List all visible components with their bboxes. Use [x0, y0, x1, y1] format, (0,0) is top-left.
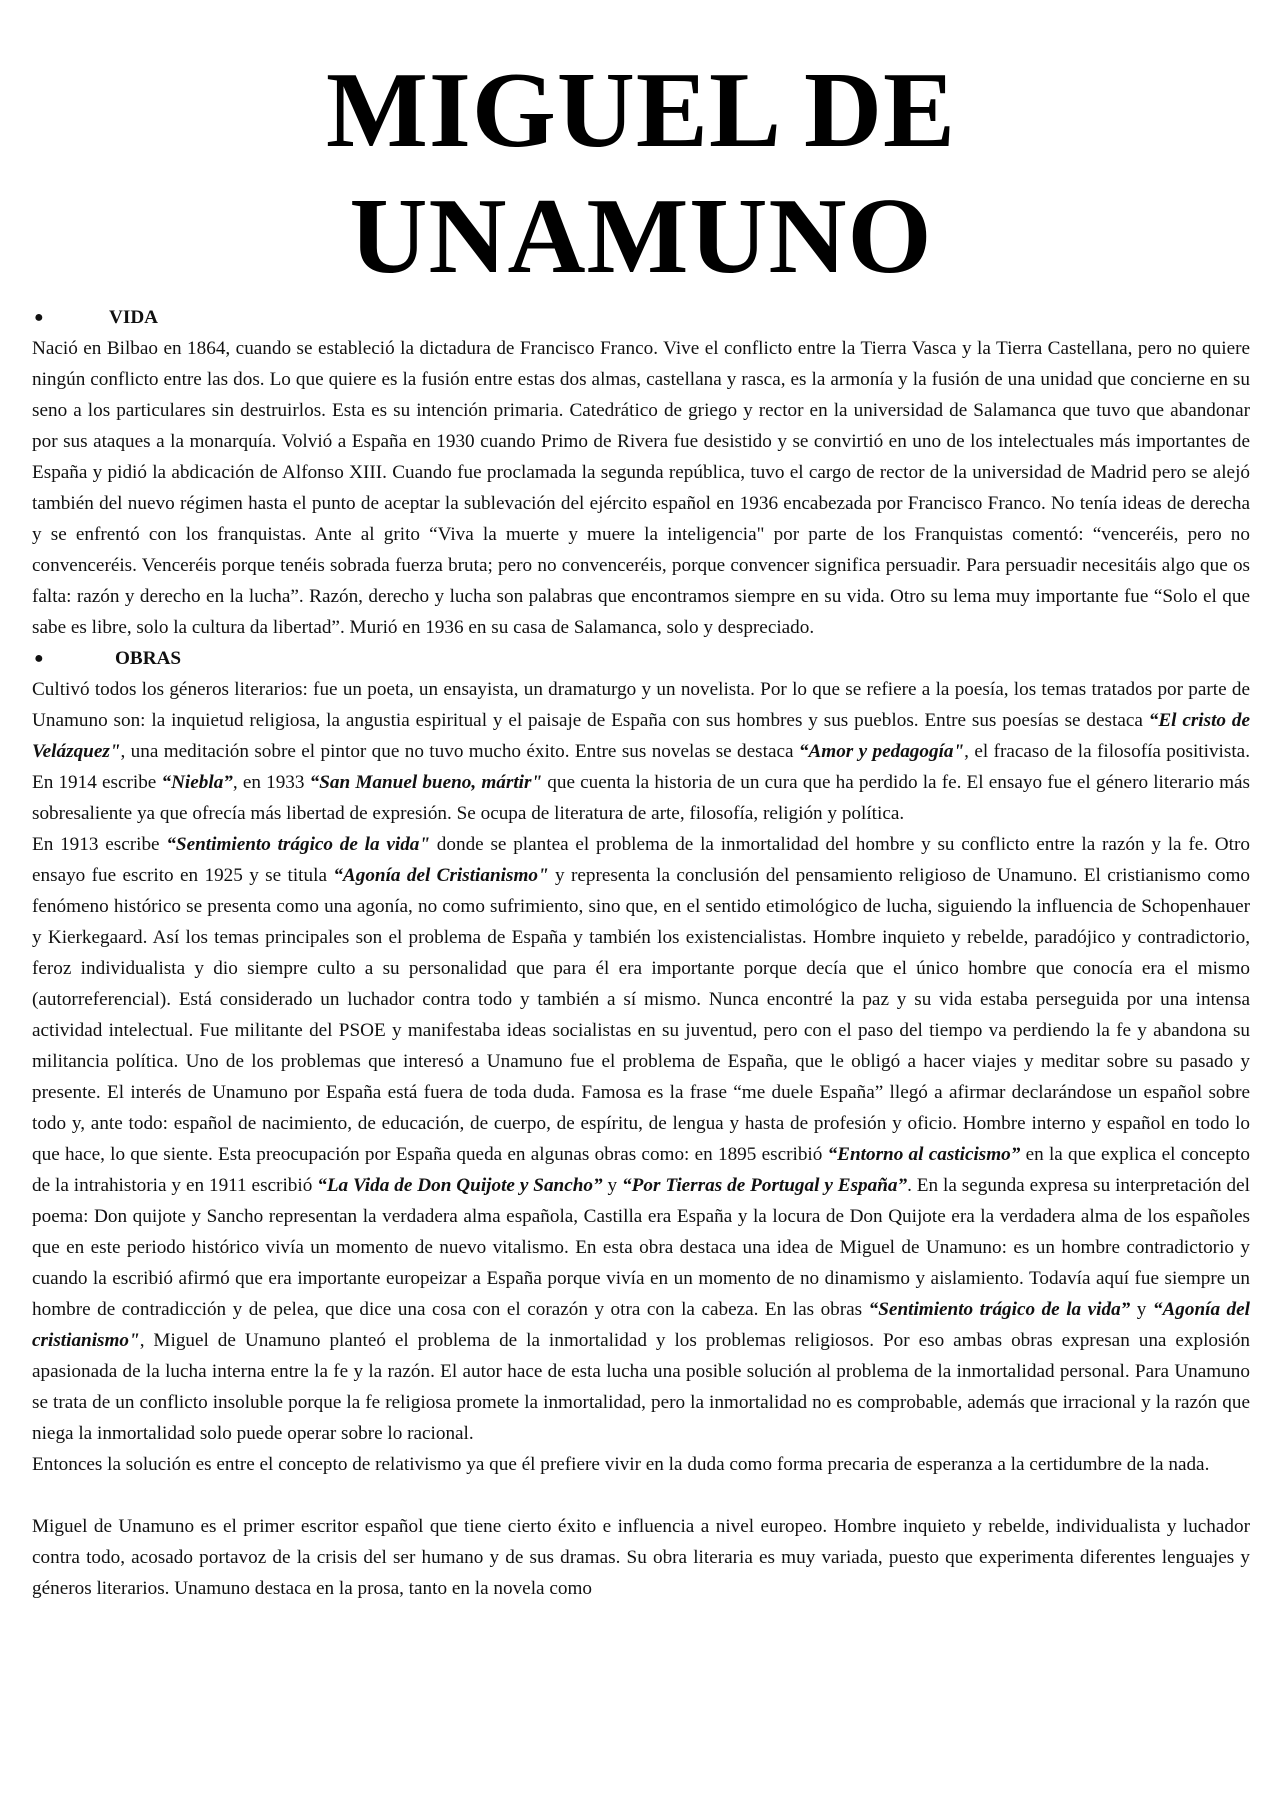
page-title: MIGUEL DE UNAMUNO: [325, 51, 957, 296]
work-title: “San Manuel bueno, mártir": [309, 772, 543, 793]
obras-paragraph-3: Entonces la solución es entre el concepto de relativismo ya que él prefiere vivir en la duda como forma precaria de esperanza a la certidumbre de la nada.: [32, 1454, 1210, 1475]
obras-paragraph-1: [32, 674, 1250, 829]
text-run: que cuenta la historia de un cura que ha perdido la fe. El ensayo fue el género literario más sobresaliente ya que ofrecía más libertad de expresión. Se ocupa de literatura de arte, filosofía, religión y política.: [32, 772, 1250, 824]
work-title: “Por Tierras de Portugal y España”: [622, 1175, 908, 1196]
text-run: , una meditación sobre el pintor que no tuvo mucho éxito. Entre sus novelas se destaca: [120, 741, 799, 762]
work-title: “Niebla”: [161, 772, 233, 793]
bullet-icon: ●: [34, 309, 44, 326]
text-run: y representa la conclusión del pensamiento religioso de Unamuno. El cristianismo como fenómeno histórico se presenta como una agonía, no como sufrimiento, sino que, en el sentido etimológico de lucha, siguiendo la influencia de Schopenhauer y Kierkegaard. Así los temas principales son el problema de España y también los existencialistas. Hombre inquieto y rebelde, paradójico y contradictorio, feroz individualista y dio siempre culto a su personalidad que para él era importante porque decía que el único hombre que conocía era el mismo (autorreferencial). Está considerado un luchador contra todo y también a sí mismo. Nunca encontré la paz y su vida estaba perseguida por una intensa actividad intelectual. Fue militante del PSOE y manifestaba ideas socialistas en su juventud, pero con el paso del tiempo va perdiendo la fe y abandona su militancia política. Uno de los problemas que interesó a Unamuno fue el problema de España, que le obligó a hacer viajes y meditar sobre su pasado y presente. El interés de Unamuno por España está fuera de toda duda. Famosa es la frase “me duele España” llegó a afirmar declarándose un español sobre todo y, ante todo: español de nacimiento, de educación, de cuerpo, de espíritu, de lengua y hasta de profesión y oficio. Hombre interno y español en todo lo que hace, lo que siente. Esta preocupación por España queda en algunas obras como: en 1895 escribió: [32, 865, 1251, 1165]
section-heading-vida: [32, 302, 1250, 333]
paragraph-spacer: [32, 1480, 1250, 1511]
text-run: en la que explica el concepto de la intrahistoria y en 1911 escribió: [32, 1144, 1250, 1196]
text-run: Cultivó todos los géneros literarios: fue un poeta, un ensayista, un dramaturgo y un novelista. Por lo que se refiere a la poesía, los temas tratados por parte de Unamuno son: la inquietud religiosa, la angustia espiritual y el paisaje de España con sus hombres y sus pueblos. Entre sus poesías se destaca: [32, 679, 1250, 731]
bullet-icon: ●: [34, 650, 44, 667]
text-run: y: [602, 1175, 623, 1196]
text-run: , Miguel de Unamuno planteó el problema de la inmortalidad y los problemas religiosos. Por eso ambas obras expresan una explosión apasionada de la lucha interna entre la fe y la razón. El autor hace de esta lucha una posible solución al problema de la inmortalidad personal. Para Unamuno se trata de un conflicto insoluble porque la fe religiosa promete la inmortalidad, pero la inmortalidad no es comprobable, además que irracional y la razón que niega la inmortalidad solo puede operar sobre lo racional.: [32, 1330, 1250, 1444]
work-title: “Sentimiento trágico de la vida": [166, 834, 431, 855]
obras-paragraph-2: [32, 829, 1250, 1449]
vida-paragraph: Nació en Bilbao en 1864, cuando se estableció la dictadura de Francisco Franco. Vive el conflicto entre la Tierra Vasca y la Tierra Castellana, pero no quiere ningún conflicto entre las dos. Lo que quiere es la fusión entre estas dos almas, castellana y rasca, es la armonía y la fusión de una unidad que concierne en su seno a los particulares sin destruirlos. Esta es su intención primaria. Catedrático de griego y rector en la universidad de Salamanca que tuvo que abandonar por sus ataques a la monarquía. Volvió a España en 1930 cuando Primo de Rivera fue desistido y se convirtió en uno de los intelectuales más importantes de España y pidió la abdicación de Alfonso XIII. Cuando fue proclamada la segunda república, tuvo el cargo de rector de la universidad de Madrid pero se alejó también del nuevo régimen hasta el punto de aceptar la sublevación del ejército español en 1936 encabezada por Francisco Franco. No tenía ideas de derecha y se enfrentó con los franquistas. Ante al grito “Viva la muerte y muere la inteligencia" por parte de los Franquistas comentó: “venceréis, pero no convenceréis. Venceréis porque tenéis sobrada fuerza bruta; pero no convenceréis, porque convencer significa persuadir. Para persuadir necesitáis algo que os falta: razón y derecho en la lucha”. Razón, derecho y lucha son palabras que encontramos siempre en su vida. Otro su lema muy importante fue “Solo el que sabe es libre, solo la cultura da libertad”. Murió en 1936 en su casa de Salamanca, solo y despreciado.: [32, 338, 1250, 638]
work-title: “Amor y pedagogía": [798, 741, 965, 762]
section-heading-label: OBRAS: [115, 648, 182, 669]
work-title: “El cristo de Velázquez": [32, 710, 1250, 762]
text-run: . En la segunda expresa su interpretación del poema: Don quijote y Sancho representan la verdadera alma española, Castilla era España y la locura de Don Quijote era la verdadera alma de los españoles que en este periodo histórico vivía un momento de nuevo vitalismo. En esta obra destaca una idea de Miguel de Unamuno: es un hombre contradictorio y cuando la escribió afirmó que era importante europeizar a España porque vivía en un momento de no dinamismo y aislamiento. Todavía aquí fue siempre un hombre de contradicción y de pelea, que dice una cosa con el corazón y otra con la cabeza. En las obras: [32, 1175, 1250, 1320]
work-title: “Sentimiento trágico de la vida”: [868, 1299, 1131, 1320]
work-title: “Agonía del Cristianismo": [333, 865, 549, 886]
section-heading-label: VIDA: [109, 307, 159, 328]
text-run: y: [1130, 1299, 1153, 1320]
work-title: “Entorno al casticismo”: [827, 1144, 1021, 1165]
text-run: , el fracaso de la filosofía positivista. En 1914 escribe: [32, 741, 1250, 793]
obras-paragraph-4: Miguel de Unamuno es el primer escritor español que tiene cierto éxito e influencia a nivel europeo. Hombre inquieto y rebelde, individualista y luchador contra todo, acosado portavoz de la crisis del ser humano y de sus dramas. Su obra literaria es muy variada, puesto que experimenta diferentes lenguajes y géneros literarios. Unamuno destaca en la prosa, tanto en la novela como: [32, 1516, 1250, 1599]
section-heading-obras: [32, 643, 1250, 674]
text-run: , en 1933: [232, 772, 310, 793]
work-title: “La Vida de Don Quijote y Sancho”: [317, 1175, 603, 1196]
work-title: “Agonía del cristianismo": [32, 1299, 1250, 1351]
text-run: En 1913 escribe: [32, 834, 167, 855]
text-run: donde se plantea el problema de la inmortalidad del hombre y su conflicto entre la razón y la fe. Otro ensayo fue escrito en 1925 y se titula: [32, 834, 1250, 886]
